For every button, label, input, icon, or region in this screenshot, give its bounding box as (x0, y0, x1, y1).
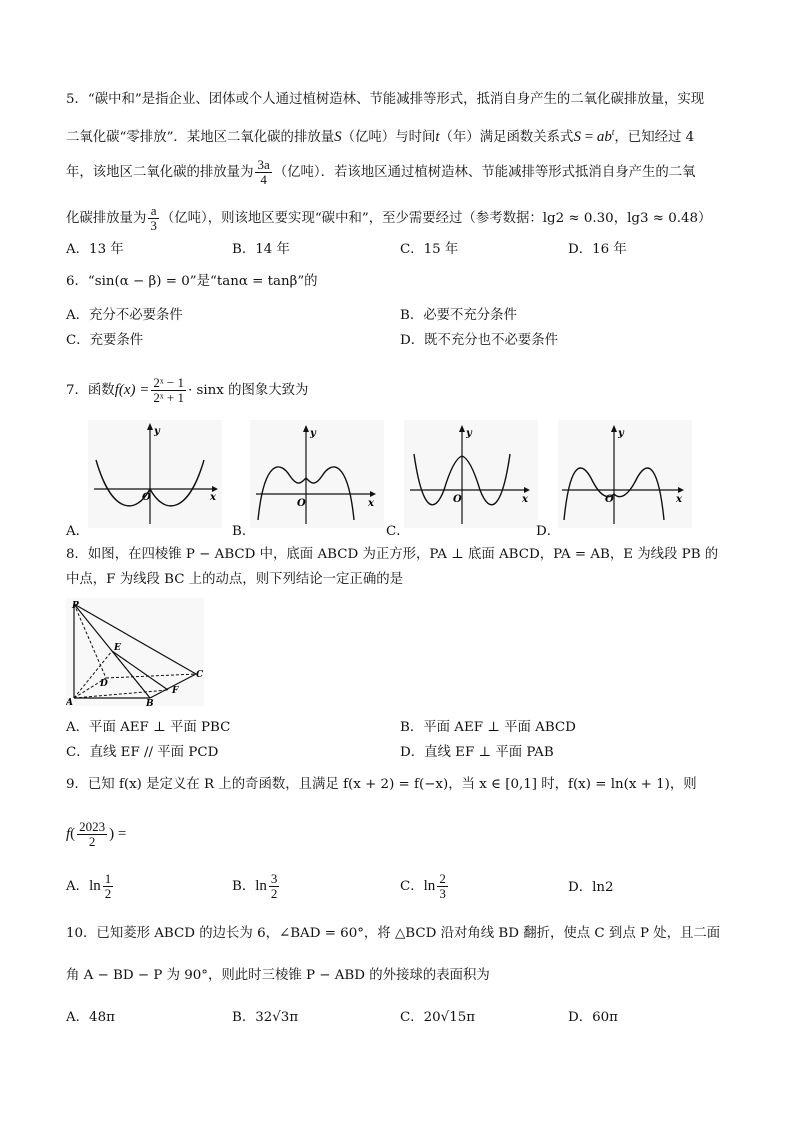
q7-text: · sinx 的图象大致为 (187, 383, 309, 398)
q9-option-c-label: C． (400, 879, 424, 894)
svg-text:A: A (66, 698, 73, 706)
svg-text:y: y (466, 428, 472, 439)
q8-option-c[interactable]: C．直线 EF // 平面 PCD (66, 745, 219, 760)
q5-fraction-a-over-3: $\frac{a}{3}$ (150, 203, 157, 233)
q5-fraction-3a-over-4: $\frac{3a}{4}$ (257, 157, 270, 187)
q9-option-c[interactable]: C．ln $\frac{2}{3}$ (400, 871, 446, 901)
q5-text: （亿吨）．若该地区通过植树造林、节能减排等形式抵消自身产生的二氧 (273, 165, 696, 180)
q5-text: （亿吨），则该地区要实现“碳中和”，至少需要经过（参考数据：lg2 ≈ 0.30，lg3 ≈ 0.48） (160, 211, 712, 226)
q7-graph-b[interactable] (250, 420, 384, 528)
q9-fraction-2023-over-2: $\frac{2023}{2}$ (79, 819, 106, 849)
svg-text:y: y (618, 428, 624, 439)
q7-option-d-label[interactable]: D． (536, 524, 561, 539)
q9-option-d[interactable]: D．ln2 (568, 880, 614, 895)
q5-text: （年）满足函数关系式 (439, 130, 574, 145)
q5-line4 (66, 204, 711, 233)
q10-option-b[interactable]: B．32√3π (232, 1010, 299, 1025)
pyramid-figure (66, 598, 204, 706)
q7-fraction: $\frac{\text{2ˣ − 1}}{\text{2ˣ + 1}}$ (153, 375, 184, 405)
q5-text: 二氧化碳“零排放”．某地区二氧化碳的排放量 (66, 130, 335, 145)
svg-text:B: B (146, 699, 154, 706)
q7-stem (66, 376, 308, 405)
q5-line3 (66, 158, 696, 187)
svg-text:O: O (142, 492, 151, 503)
q7-graph-d[interactable] (558, 420, 692, 528)
q9-option-b-label: B． (232, 879, 256, 894)
q6-option-d[interactable]: D．既不充分也不必要条件 (400, 333, 559, 348)
q5-text: （亿吨）与时间 (341, 130, 436, 145)
svg-text:O: O (605, 494, 614, 505)
svg-text:y: y (154, 426, 160, 437)
q7-option-b-label[interactable]: B． (232, 524, 256, 539)
q10-line2: 角 A − BD − P 为 90°，则此时三棱锥 P − ABD 的外接球的表面积为 (66, 968, 490, 983)
q6-option-a[interactable]: A．充分不必要条件 (66, 308, 183, 323)
q7-option-a-label[interactable]: A． (66, 524, 90, 539)
svg-text:x: x (210, 492, 216, 503)
q8-option-d[interactable]: D．直线 EF ⊥ 平面 PAB (400, 745, 554, 760)
q10-option-d[interactable]: D．60π (568, 1010, 618, 1025)
q6-option-b[interactable]: B．必要不充分条件 (400, 308, 517, 323)
svg-text:y: y (310, 428, 316, 439)
q9-option-a[interactable]: A．ln $\frac{1}{2}$ (66, 871, 112, 901)
q9-line1: 9．已知 f(x) 是定义在 R 上的奇函数，且满足 f(x + 2) = f(−x)，当 x ∈ [0,1] 时，f(x) = ln(x + 1)，则 (66, 777, 697, 792)
svg-text:x: x (368, 498, 374, 509)
svg-text:O: O (453, 494, 462, 505)
q9-option-b[interactable]: B．ln $\frac{3}{2}$ (232, 871, 278, 901)
q10-option-c[interactable]: C．20√15π (400, 1010, 476, 1025)
q5-option-c[interactable]: C．15 年 (400, 242, 459, 257)
q9-option-b-fraction: $\frac{3}{2}$ (270, 871, 278, 901)
q5-text: 年，该地区二氧化碳的排放量为 (66, 165, 254, 180)
q7-option-c-label[interactable]: C． (386, 524, 410, 539)
svg-text:F: F (172, 686, 179, 696)
q9-option-a-fraction: $\frac{1}{2}$ (104, 871, 112, 901)
svg-text:P: P (72, 601, 79, 611)
q5-line1: 5．“碳中和”是指企业、团体或个人通过植树造林、节能减排等形式，抵消自身产生的二氧化碳排放量，实现 (66, 92, 705, 107)
q5-text: 化碳排放量为 (66, 211, 147, 226)
q9-option-a-label: A． (66, 879, 90, 894)
q5-option-a[interactable]: A．13 年 (66, 242, 124, 257)
q10-line1: 10．已知菱形 ABCD 的边长为 6，∠BAD = 60°，将 △BCD 沿对角线 BD 翻折，使点 C 到点 P 处，且二面 (66, 926, 721, 941)
svg-text:x: x (522, 494, 528, 505)
svg-text:x: x (676, 494, 682, 505)
q6-option-c[interactable]: C．充要条件 (66, 333, 144, 348)
q8-line1: 8．如图，在四棱锥 P − ABCD 中，底面 ABCD 为正方形，PA ⊥ 底面 ABCD，PA = AB，E 为线段 PB 的 (66, 547, 719, 562)
svg-text:D: D (100, 679, 108, 689)
q7-graph-a[interactable] (88, 420, 222, 528)
svg-text:E: E (114, 643, 121, 653)
q7-text: 7．函数 (66, 383, 115, 398)
q5-option-d[interactable]: D．16 年 (568, 242, 627, 257)
q5-option-b[interactable]: B．14 年 (232, 242, 290, 257)
svg-text:C: C (196, 670, 204, 680)
q8-option-b[interactable]: B．平面 AEF ⊥ 平面 ABCD (400, 720, 576, 735)
q9-line2: f( $\frac{2023}{2}$ ) = (66, 819, 127, 849)
q9-option-c-fraction: $\frac{2}{3}$ (439, 871, 446, 901)
q6-stem: 6．“sin(α − β) = 0”是“tanα = tanβ”的 (66, 274, 318, 289)
q8-line2: 中点，F 为线段 BC 上的动点，则下列结论一定正确的是 (66, 572, 403, 587)
q10-option-a[interactable]: A．48π (66, 1010, 115, 1025)
q8-option-a[interactable]: A．平面 AEF ⊥ 平面 PBC (66, 720, 231, 735)
q5-line2: 二氧化碳“零排放”．某地区二氧化碳的排放量S（亿吨）与时间t（年）满足函数关系式$S = ab^t$，已知经过 4 (66, 127, 695, 145)
q7-function: f(x) = (114, 382, 150, 398)
svg-text:O: O (297, 498, 306, 509)
q7-graph-c[interactable] (404, 420, 538, 528)
q5-text: ，已知经过 4 (614, 130, 695, 145)
